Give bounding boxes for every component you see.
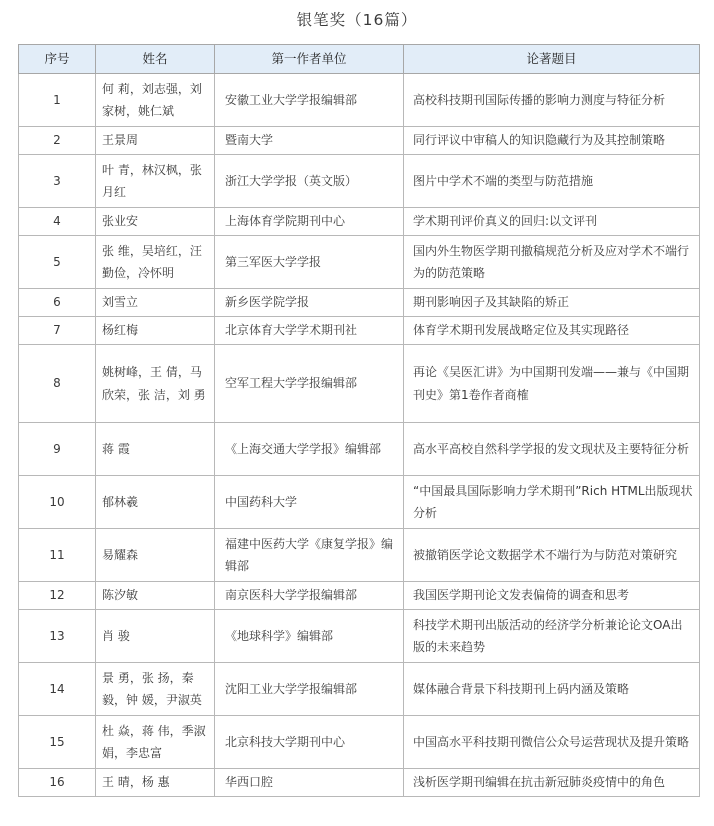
row-number: 5 — [19, 236, 96, 289]
row-number: 8 — [19, 345, 96, 423]
row-title: 体育学术期刊发展战略定位及其实现路径 — [404, 317, 700, 345]
row-number: 10 — [19, 476, 96, 529]
row-title: 图片中学术不端的类型与防范措施 — [404, 155, 700, 208]
table-row — [19, 582, 700, 610]
header-unit: 第一作者单位 — [215, 45, 404, 74]
table-row — [19, 716, 700, 769]
award-table — [18, 44, 700, 797]
table-row — [19, 345, 700, 423]
row-authors: 陈汐敏 — [96, 582, 215, 610]
row-number: 12 — [19, 582, 96, 610]
row-title: 学术期刊评价真义的回归:以文评刊 — [404, 208, 700, 236]
row-number: 13 — [19, 610, 96, 663]
table-row — [19, 74, 700, 127]
row-affiliation: 沈阳工业大学学报编辑部 — [215, 663, 404, 716]
row-number: 16 — [19, 769, 96, 797]
table-row — [19, 317, 700, 345]
table-row — [19, 663, 700, 716]
table-row — [19, 236, 700, 289]
row-number: 2 — [19, 127, 96, 155]
row-title: 浅析医学期刊编辑在抗击新冠肺炎疫情中的角色 — [404, 769, 700, 797]
row-authors: 王景周 — [96, 127, 215, 155]
row-affiliation: 新乡医学院学报 — [215, 289, 404, 317]
row-affiliation: 空军工程大学学报编辑部 — [215, 345, 404, 423]
row-affiliation: 《上海交通大学学报》编辑部 — [215, 423, 404, 476]
row-number: 3 — [19, 155, 96, 208]
row-number: 7 — [19, 317, 96, 345]
row-affiliation: 福建中医药大学《康复学报》编辑部 — [215, 529, 404, 582]
table-row — [19, 610, 700, 663]
table-row — [19, 155, 700, 208]
row-authors: 叶 青，林汉枫，张月红 — [96, 155, 215, 208]
row-title: 科技学术期刊出版活动的经济学分析兼论论文OA出版的未来趋势 — [404, 610, 700, 663]
row-title: 中国高水平科技期刊微信公众号运营现状及提升策略 — [404, 716, 700, 769]
row-authors: 王 晴，杨 惠 — [96, 769, 215, 797]
row-authors: 何 莉，刘志强，刘家树，姚仁斌 — [96, 74, 215, 127]
table-row — [19, 529, 700, 582]
table-row — [19, 289, 700, 317]
row-authors: 肖 骏 — [96, 610, 215, 663]
row-authors: 景 勇，张 扬，秦 毅，钟 媛，尹淑英 — [96, 663, 215, 716]
row-authors: 杜 焱，蒋 伟，季淑娟，李忠富 — [96, 716, 215, 769]
row-title: 国内外生物医学期刊撤稿规范分析及应对学术不端行为的防范策略 — [404, 236, 700, 289]
row-title: 再论《吴医汇讲》为中国期刊发端——兼与《中国期刊史》第1卷作者商榷 — [404, 345, 700, 423]
row-affiliation: 暨南大学 — [215, 127, 404, 155]
header-name: 姓名 — [96, 45, 215, 74]
table-row — [19, 476, 700, 529]
row-title: 期刊影响因子及其缺陷的矫正 — [404, 289, 700, 317]
row-authors: 姚树峰，王 倩，马欣荣，张 洁，刘 勇 — [96, 345, 215, 423]
row-authors: 刘雪立 — [96, 289, 215, 317]
row-affiliation: 上海体育学院期刊中心 — [215, 208, 404, 236]
row-authors: 郁林羲 — [96, 476, 215, 529]
table-body — [19, 74, 700, 797]
page-title: 银笔奖（16篇） — [296, 11, 418, 29]
row-number: 1 — [19, 74, 96, 127]
row-number: 11 — [19, 529, 96, 582]
row-affiliation: 中国药科大学 — [215, 476, 404, 529]
row-title: 高水平高校自然科学学报的发文现状及主要特征分析 — [404, 423, 700, 476]
row-affiliation: 浙江大学学报（英文版） — [215, 155, 404, 208]
row-affiliation: 第三军医大学学报 — [215, 236, 404, 289]
row-number: 6 — [19, 289, 96, 317]
row-affiliation: 南京医科大学学报编辑部 — [215, 582, 404, 610]
row-title: “中国最具国际影响力学术期刊”Rich HTML出版现状分析 — [404, 476, 700, 529]
row-affiliation: 北京体育大学学术期刊社 — [215, 317, 404, 345]
row-number: 4 — [19, 208, 96, 236]
row-authors: 张业安 — [96, 208, 215, 236]
row-authors: 蒋 霞 — [96, 423, 215, 476]
row-affiliation: 华西口腔 — [215, 769, 404, 797]
row-number: 9 — [19, 423, 96, 476]
table-row — [19, 423, 700, 476]
row-title: 高校科技期刊国际传播的影响力测度与特征分析 — [404, 74, 700, 127]
row-title: 我国医学期刊论文发表偏倚的调查和思考 — [404, 582, 700, 610]
row-affiliation: 《地球科学》编辑部 — [215, 610, 404, 663]
row-title: 同行评议中审稿人的知识隐藏行为及其控制策略 — [404, 127, 700, 155]
row-affiliation: 安徽工业大学学报编辑部 — [215, 74, 404, 127]
table-row — [19, 769, 700, 797]
table-row — [19, 127, 700, 155]
header-row — [19, 45, 700, 74]
header-topic: 论著题目 — [404, 45, 700, 74]
header-no: 序号 — [19, 45, 96, 74]
row-title: 被撤销医学论文数据学术不端行为与防范对策研究 — [404, 529, 700, 582]
row-title: 媒体融合背景下科技期刊上码内涵及策略 — [404, 663, 700, 716]
row-authors: 杨红梅 — [96, 317, 215, 345]
row-number: 15 — [19, 716, 96, 769]
row-number: 14 — [19, 663, 96, 716]
row-affiliation: 北京科技大学期刊中心 — [215, 716, 404, 769]
row-authors: 张 维，吴培红，汪勤俭，冷怀明 — [96, 236, 215, 289]
row-authors: 易耀森 — [96, 529, 215, 582]
table-row — [19, 208, 700, 236]
